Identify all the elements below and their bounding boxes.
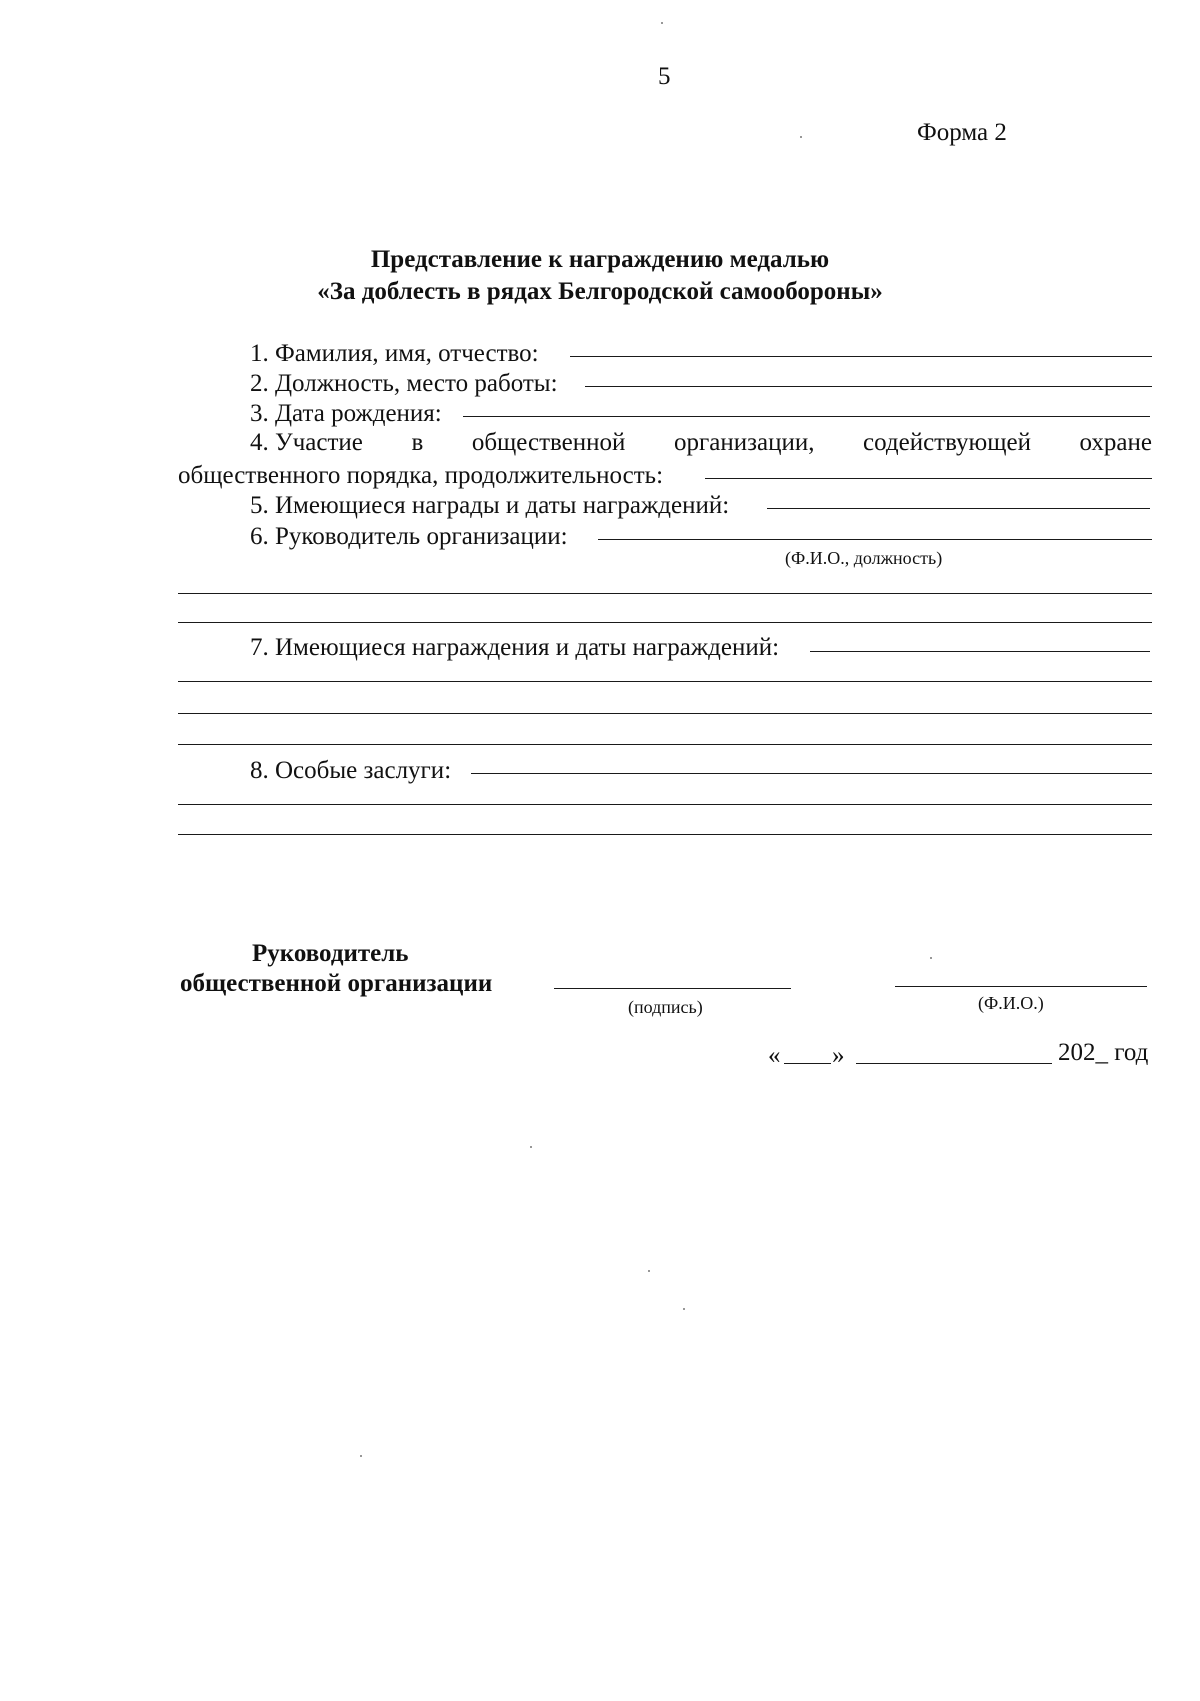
- document-title-line1: Представление к награждению медалью: [370, 246, 830, 273]
- field-line-merits-extra[interactable]: [178, 804, 1152, 805]
- signature-role-line1: Руководитель: [252, 940, 409, 967]
- field-label-head: 6. Руководитель организации:: [250, 523, 568, 550]
- scan-speck: [683, 1308, 685, 1310]
- word: охране: [1079, 429, 1152, 456]
- field-line-position[interactable]: [585, 386, 1152, 387]
- field-hint-head: (Ф.И.О., должность): [785, 548, 943, 568]
- word: в: [411, 429, 424, 456]
- signature-role-line2: общественной организации: [180, 970, 493, 997]
- date-close-quote: »: [832, 1042, 845, 1069]
- date-day-line[interactable]: [784, 1063, 831, 1064]
- date-year: 202_ год: [1058, 1039, 1149, 1066]
- form-label: Форма 2: [917, 119, 1007, 146]
- field-line-honors-extra[interactable]: [178, 681, 1152, 682]
- field-line-head-extra[interactable]: [178, 622, 1152, 623]
- field-line-birth-date[interactable]: [463, 416, 1150, 417]
- signature-hint: (подпись): [628, 997, 703, 1017]
- date-open-quote: «: [768, 1042, 781, 1069]
- field-line-participation[interactable]: [705, 478, 1152, 479]
- field-line-merits-extra[interactable]: [178, 834, 1152, 835]
- field-line-merits[interactable]: [471, 773, 1152, 774]
- field-line-head-extra[interactable]: [178, 593, 1152, 594]
- field-label-awards: 5. Имеющиеся награды и даты награждений:: [250, 492, 730, 519]
- scan-speck: [800, 136, 802, 138]
- scan-speck: [530, 1146, 532, 1148]
- page-number: 5: [658, 63, 671, 90]
- word: 4. Участие: [250, 429, 363, 456]
- name-line[interactable]: [895, 986, 1147, 987]
- scan-speck: [360, 1455, 362, 1457]
- field-label-honors: 7. Имеющиеся награждения и даты награждений:: [250, 634, 780, 661]
- field-line-honors-extra[interactable]: [178, 713, 1152, 714]
- field-line-head[interactable]: [598, 539, 1152, 540]
- scan-speck: [661, 22, 663, 24]
- word: общественной: [471, 429, 626, 456]
- field-label-position: 2. Должность, место работы:: [250, 370, 558, 397]
- field-label-full-name: 1. Фамилия, имя, отчество:: [250, 340, 539, 367]
- field-line-awards[interactable]: [767, 508, 1150, 509]
- field-label-participation-cont: общественного порядка, продолжительность:: [178, 462, 664, 489]
- document-title-line2: «За доблесть в рядах Белгородской самообороны»: [317, 278, 883, 305]
- field-label-participation: [250, 428, 1152, 458]
- signature-line[interactable]: [554, 988, 791, 989]
- word: содействующей: [863, 429, 1031, 456]
- field-label-birth-date: 3. Дата рождения:: [250, 400, 442, 427]
- field-line-honors-extra[interactable]: [178, 744, 1152, 745]
- field-line-honors[interactable]: [810, 651, 1150, 652]
- field-label-merits: 8. Особые заслуги:: [250, 757, 452, 784]
- scan-speck: [930, 957, 932, 959]
- field-line-full-name[interactable]: [570, 356, 1152, 357]
- name-hint: (Ф.И.О.): [978, 993, 1044, 1013]
- scan-speck: [648, 1270, 650, 1272]
- word: организации,: [673, 429, 815, 456]
- date-month-line[interactable]: [856, 1063, 1052, 1064]
